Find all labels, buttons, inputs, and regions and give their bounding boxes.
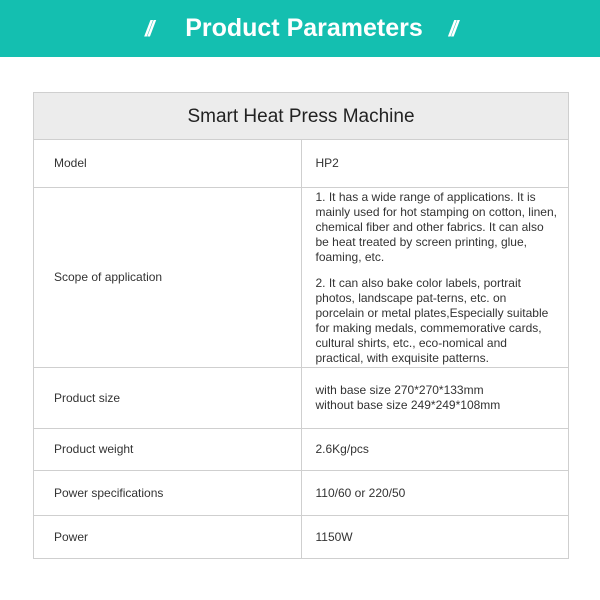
row-value-line: 1150W: [315, 529, 353, 544]
table-row-product-weight: [34, 429, 569, 471]
row-value-line: 2.6Kg/pcs: [315, 442, 369, 456]
table-row-power: [34, 516, 569, 559]
row-label: Power specifications: [34, 471, 302, 516]
row-value-line: 110/60 or 220/50: [315, 485, 406, 500]
banner-left-mark: //: [144, 15, 152, 41]
row-value-line: without base size 249*249*108mm: [315, 398, 501, 412]
row-label: Product weight: [34, 429, 302, 471]
row-value: [301, 429, 569, 471]
row-value: [301, 368, 569, 429]
section-banner: [0, 0, 600, 57]
row-value-line: with base size 270*270*133mm: [315, 383, 484, 397]
row-label: Product size: [34, 368, 302, 429]
banner-title: Product Parameters: [185, 14, 423, 42]
table-row-power-specifications: [34, 471, 569, 516]
scope-paragraph-2: 2. It can also bake color labels, portrait photos, landscape pat-terns, etc. on porcelain or metal plates,Especially suitable for making medals, commemorative cards, cultural shirts, etc., eco-nomical and practical, with exquisite patterns.: [315, 275, 549, 365]
row-value: [301, 516, 569, 559]
row-value: [301, 188, 569, 368]
product-parameters-table: [33, 92, 569, 559]
banner-right-mark: //: [448, 15, 456, 41]
table-row-scope: [34, 188, 569, 368]
row-value-line: HP2: [315, 156, 339, 170]
table-row-product-size: [34, 368, 569, 429]
row-value: [301, 140, 569, 188]
table-heading-row: [34, 93, 569, 140]
row-label: Model: [34, 140, 302, 188]
row-label: Scope of application: [34, 188, 302, 368]
table-row-model: [34, 140, 569, 188]
scope-paragraph-1: 1. It has a wide range of applications. It is mainly used for hot stamping on cotton, linen, chemical fiber and other fabrics. It can also be heat treated by screen printing, glue, foaming, etc.: [315, 189, 557, 264]
table-heading: Smart Heat Press Machine: [34, 93, 569, 140]
row-value: [301, 471, 569, 516]
row-label: Power: [34, 516, 302, 559]
